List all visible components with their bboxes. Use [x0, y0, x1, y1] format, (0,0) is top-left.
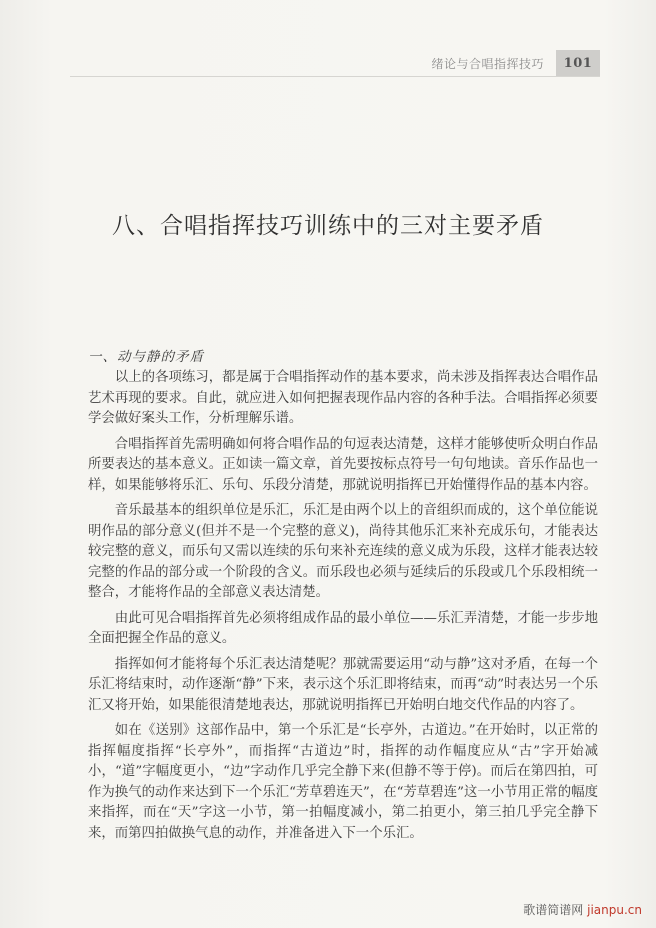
watermark-site-name: 歌谱简谱网 — [523, 903, 584, 917]
watermark-url: jianpu.cn — [587, 903, 642, 917]
running-header — [431, 50, 600, 76]
paragraph-6: 如在《送别》这部作品中，第一个乐汇是“长亭外，古道边。”在开始时，以正常的指挥幅度指挥“长亭外”，而指挥“古道边”时，指挥的动作幅度应从“古”字开始减小，“道”字幅度更小，“边”字动作几乎完全静下来(但静不等于停)。而后在第四拍，可作为换气的动作来达到下一个乐汇“芳草碧连天”，在“芳草碧连”这一小节用正常的幅度来指挥，而在“天”字这一小节，第一拍幅度减小，第二拍更小，第三拍几乎完全静下来，而第四拍做换气息的动作，并准备进入下一个乐汇。 — [88, 723, 598, 841]
paragraph-4: 由此可见合唱指挥首先必须将组成作品的最小单位——乐汇弄清楚，才能一步步地全面把握全作品的意义。 — [88, 610, 598, 646]
running-title: 绪论与合唱指挥技巧 — [431, 56, 544, 71]
paragraph-2: 合唱指挥首先需明确如何将合唱作品的句逗表达清楚，这样才能够使听众明白作品所要表达的基本意义。正如读一篇文章，首先要按标点符号一句句地读。音乐作品也一样，如果能够将乐汇、乐句、乐段分清楚，那就说明指挥已开始懂得作品的基本内容。 — [88, 436, 598, 493]
paragraph-5: 指挥如何才能将每个乐汇表达清楚呢？那就需要运用“动与静”这对矛盾，在每一个乐汇将结束时，动作逐渐“静”下来，表示这个乐汇即将结束，而再“动”时表达另一个乐汇又将开始，如果能很清楚地表达，那就说明指挥已开始明白地交代作品的内容了。 — [88, 656, 598, 713]
paragraph-1: 以上的各项练习，都是属于合唱指挥动作的基本要求，尚未涉及指挥表达合唱作品艺术再现的要求。自此，就应进入如何把握表现作品内容的各种手法。合唱指挥必须要学会做好案头工作，分析理解乐谱。 — [88, 370, 598, 426]
section-title: 八、合唱指挥技巧训练中的三对主要矛盾 — [112, 213, 544, 239]
header-divider — [70, 76, 600, 77]
subsection-heading: 一、动与静的矛盾 — [88, 349, 204, 365]
page-number: 101 — [556, 50, 600, 76]
body-text — [88, 368, 598, 849]
site-watermark — [523, 901, 642, 918]
paragraph-3: 音乐最基本的组织单位是乐汇，乐汇是由两个以上的音组织而成的，这个单位能说明作品的部分意义(但并不是一个完整的意义)，尚待其他乐汇来补充成乐句，才能表达较完整的意义，而乐句又需以连续的乐句来补充连续的意义成为乐段，这样才能表达较完整的作品的部分或一个阶段的含义。而乐段也必须与延续后的乐段或几个乐段相统一整合，才能将作品的全部意义表达清楚。 — [88, 503, 598, 600]
